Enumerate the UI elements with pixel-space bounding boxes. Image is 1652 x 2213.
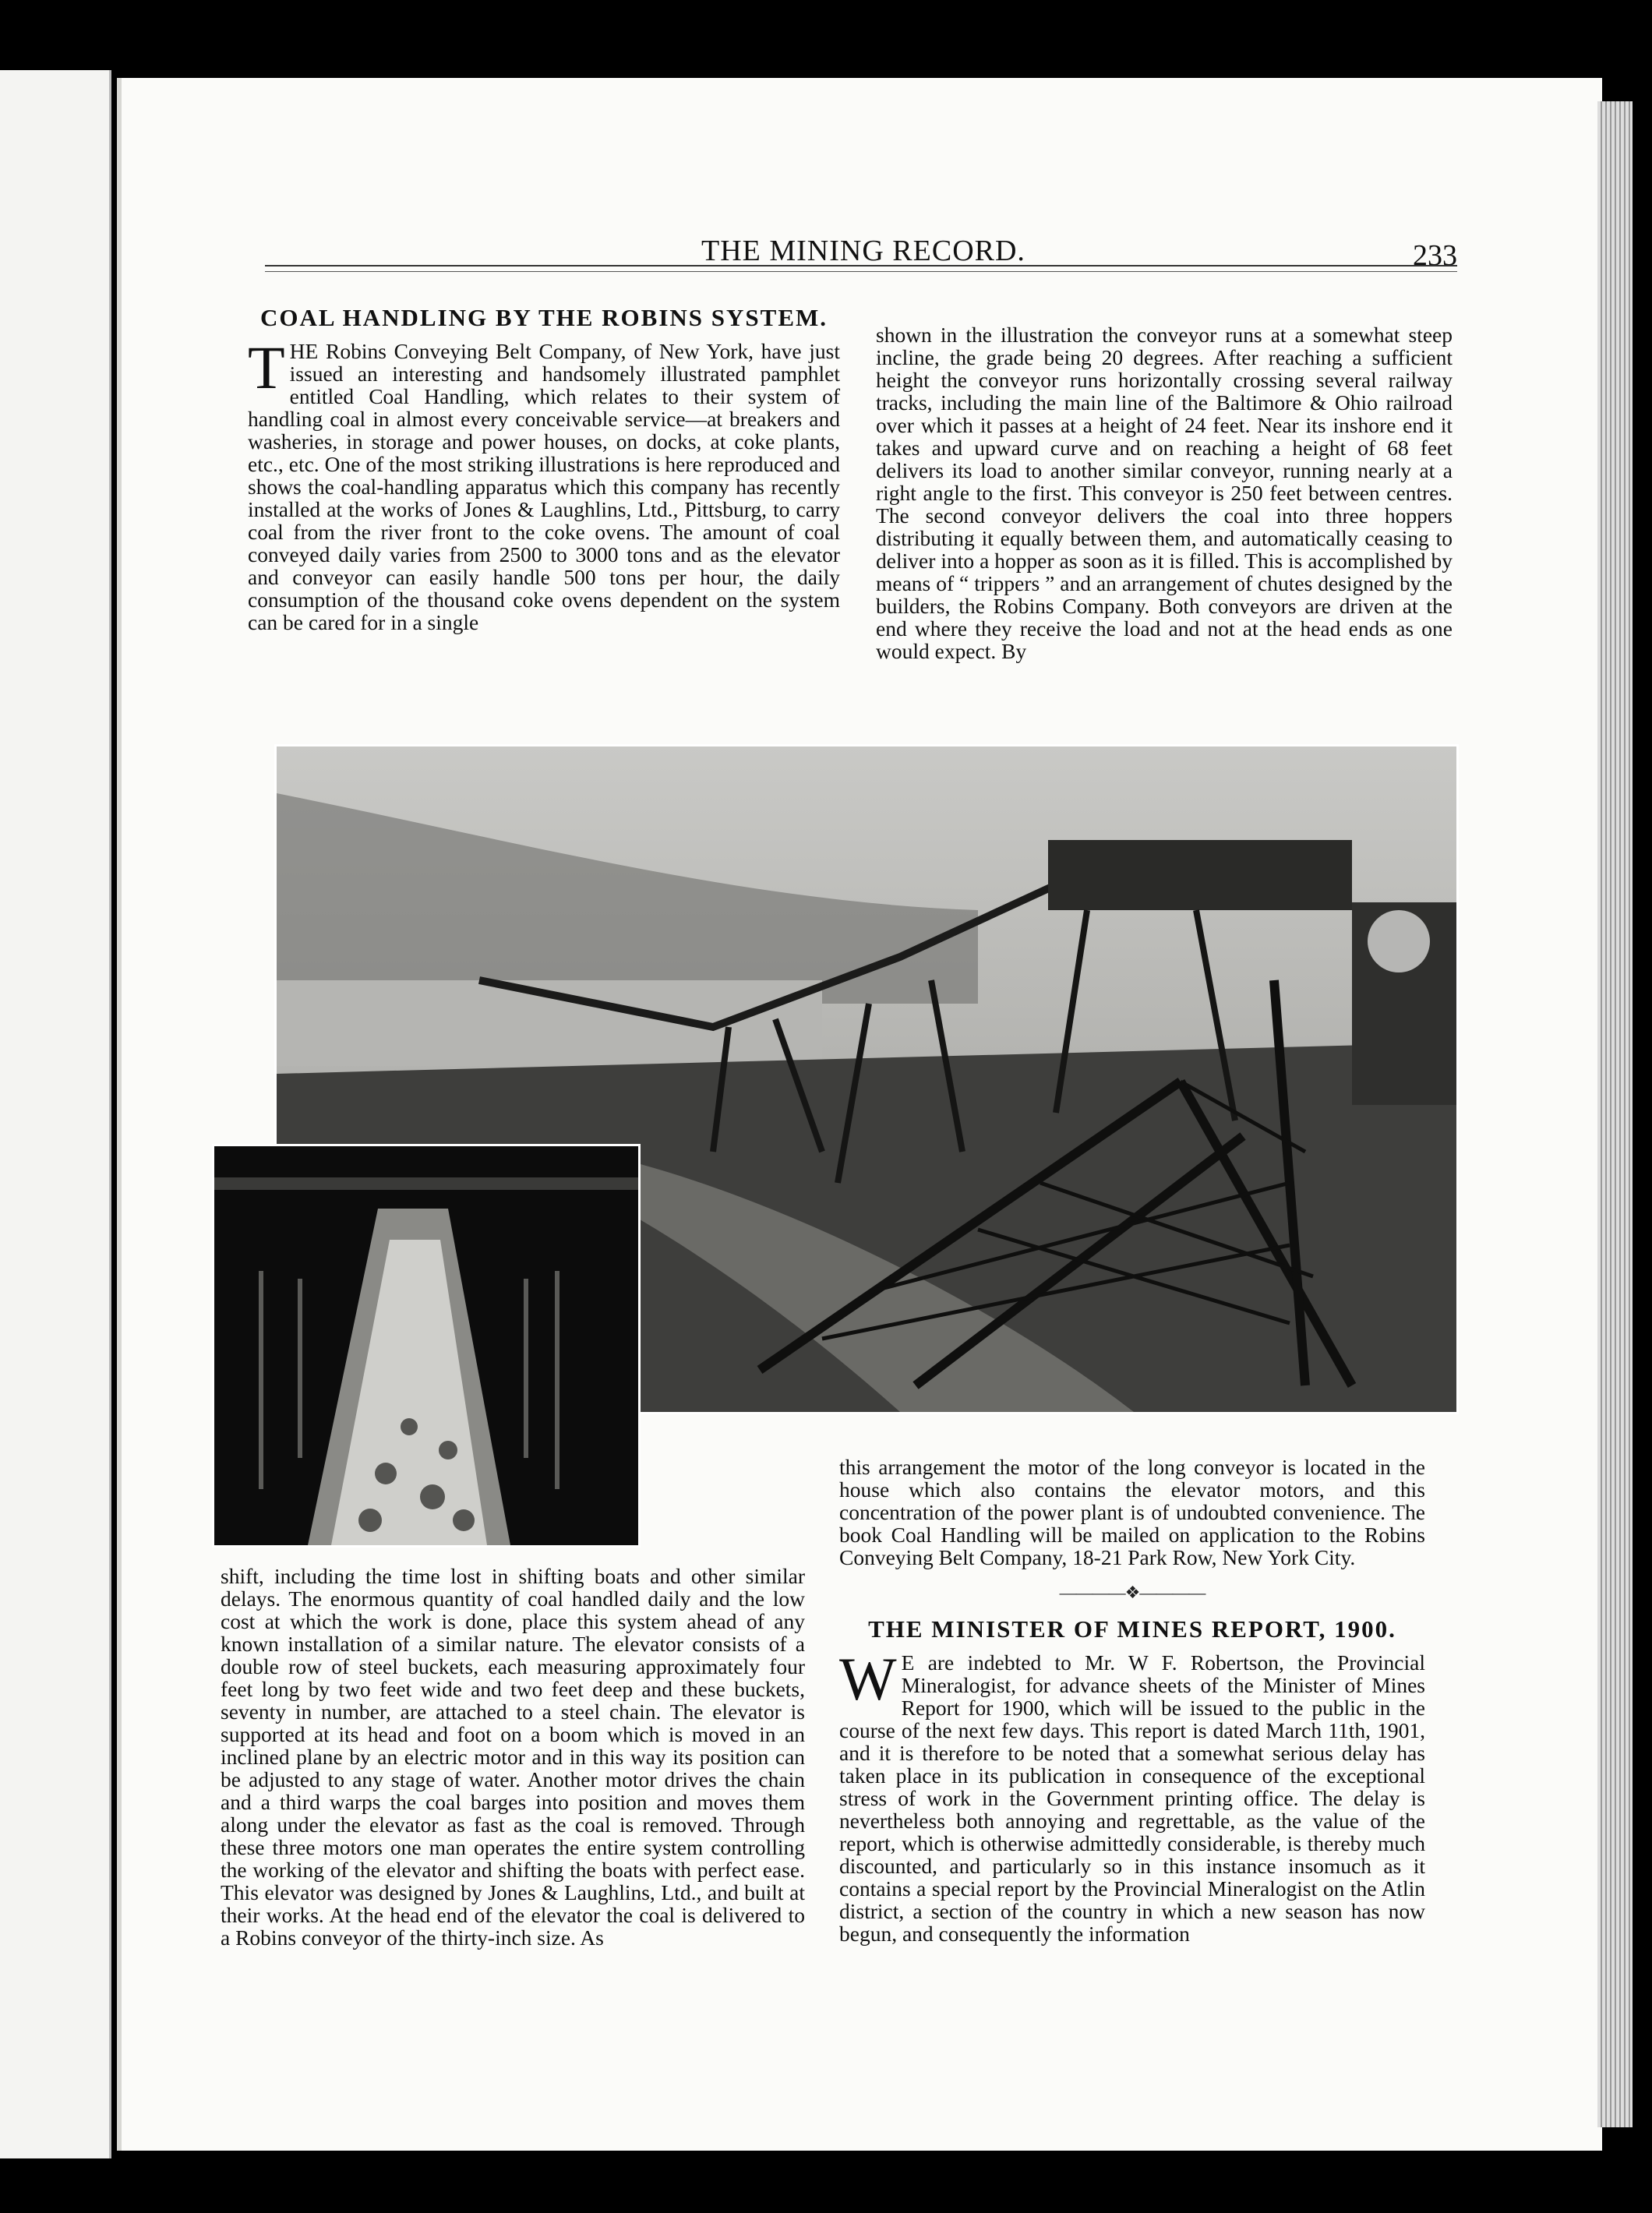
article2-dropcap: W (839, 1645, 897, 1713)
facing-page-edge (0, 70, 111, 2158)
running-title: THE MINING RECORD. (701, 235, 1025, 267)
conveyor-belt-inset-photograph (212, 1144, 641, 1548)
article1-column-4 (839, 1456, 1425, 1945)
article1-column-1 (248, 306, 840, 634)
page-stack-edges (1597, 101, 1633, 2127)
article1-column-2 (876, 323, 1453, 662)
article1-dropcap: T (248, 334, 285, 401)
article2-paragraph-1-text: E are indebted to Mr. W F. Robertson, the Provincial Mineralogist, for advance sheets of the Minister of Mines Report for 1900, which will be issued to the public in the course of the next few days. This report is dated March 11th, 1901, and it is therefore to be noted that a somewhat serious delay has taken place in its publication in consequence of the exceptional stress of work in the Government printing office. The delay is nevertheless both annoying and regrettable, as the value of the report, which is otherwise admittedly considerable, is thereby much discounted, and particularly so in this instance insomuch as it contains a special report by the Provincial Mineralogist on the Atlin district, a section of the country in which a new season has now begun, and consequently the information (839, 1650, 1425, 1946)
page-number: 233 (1413, 239, 1457, 272)
header-rule (265, 265, 1457, 272)
article1-column-3-text: shift, including the time lost in shifting boats and other similar delays. The enormous quantity of coal handled daily and the low cost at which the work is done, place this system ahead of any known installation of a similar nature. The elevator consists of a double row of steel buckets, each measuring approximately four feet long by two feet wide and two feet deep and these buckets, seventy in number, are attached to a steel chain. The elevator is supported at its head and foot on a boom which is moved in an inclined plane by an electric motor and in this way its position can be adjusted to any stage of water. Another motor drives the chain and a third warps the coal barges into position and moves them along under the elevator as fast as the coal is removed. Through these three motors one man operates the entire system controlling the working of the elevator and shifting the boats with perfect ease. This elevator was designed by Jones & Laughlins, Ltd., and built at their works. At the head end of the elevator the coal is delivered to a Robins conveyor of the thirty-inch size. As (221, 1564, 805, 1950)
article2-heading: THE MINISTER OF MINES REPORT, 1900. (868, 1615, 1396, 1643)
article1-column-4-text: this arrangement the motor of the long conveyor is located in the house which also contains the elevator motors, and this concentration of the power plant is of undoubted convenience. The book Coal Handling will be mailed on application to the Robins Conveying Belt Company, 18-21 Park Row, New York City. (839, 1455, 1425, 1569)
article1-paragraph-1 (248, 334, 840, 634)
article1-column-3 (221, 1565, 805, 1949)
article2-paragraph-1 (839, 1645, 1425, 1946)
article1-paragraph-1-text: HE Robins Conveying Belt Company, of New York, have just issued an interesting and handsomely illustrated pamphlet entitled Coal Handling, which relates to their system of handling coal in almost every conceivable service—at breakers and washeries, in storage and power houses, on docks, at coke plants, etc., etc. One of the most striking illustrations is here reproduced and shows the coal-handling apparatus which this company has recently installed at the works of Jones & Laughlins, Ltd., Pittsburg, to carry coal from the river front to the coke ovens. The amount of coal conveyed daily varies from 2500 to 3000 tons and as the elevator and conveyor can easily handle 500 tons per hour, the daily consumption of the thousand coke ovens dependent on the system can be cared for in a single (248, 339, 840, 634)
article1-column-2-text: shown in the illustration the conveyor runs at a somewhat steep incline, the grade being 20 degrees. After reaching a sufficient height the conveyor runs horizontally crossing several railway tracks, including the main line of the Baltimore & Ohio railroad over which it passes at a height of 24 feet. Near its inshore end it takes and upward curve and on reaching a height of 68 feet delivers its load to another similar conveyor, running nearly at a right angle to the first. This conveyor is 250 feet between centres. The second conveyor delivers the coal into three hoppers distributing it equally between them, and automatically ceasing to deliver into a hopper as soon as it is filled. This is accomplished by means of “ trippers ” and an arrangement of chutes designed by the builders, the Robins Company. Both conveyors are driven at the end where they receive the load and not at the head ends as one would expect. By (876, 323, 1453, 663)
article1-heading: COAL HANDLING BY THE ROBINS SYSTEM. (259, 304, 828, 331)
section-divider-ornament: ————❖———— (1059, 1583, 1205, 1602)
